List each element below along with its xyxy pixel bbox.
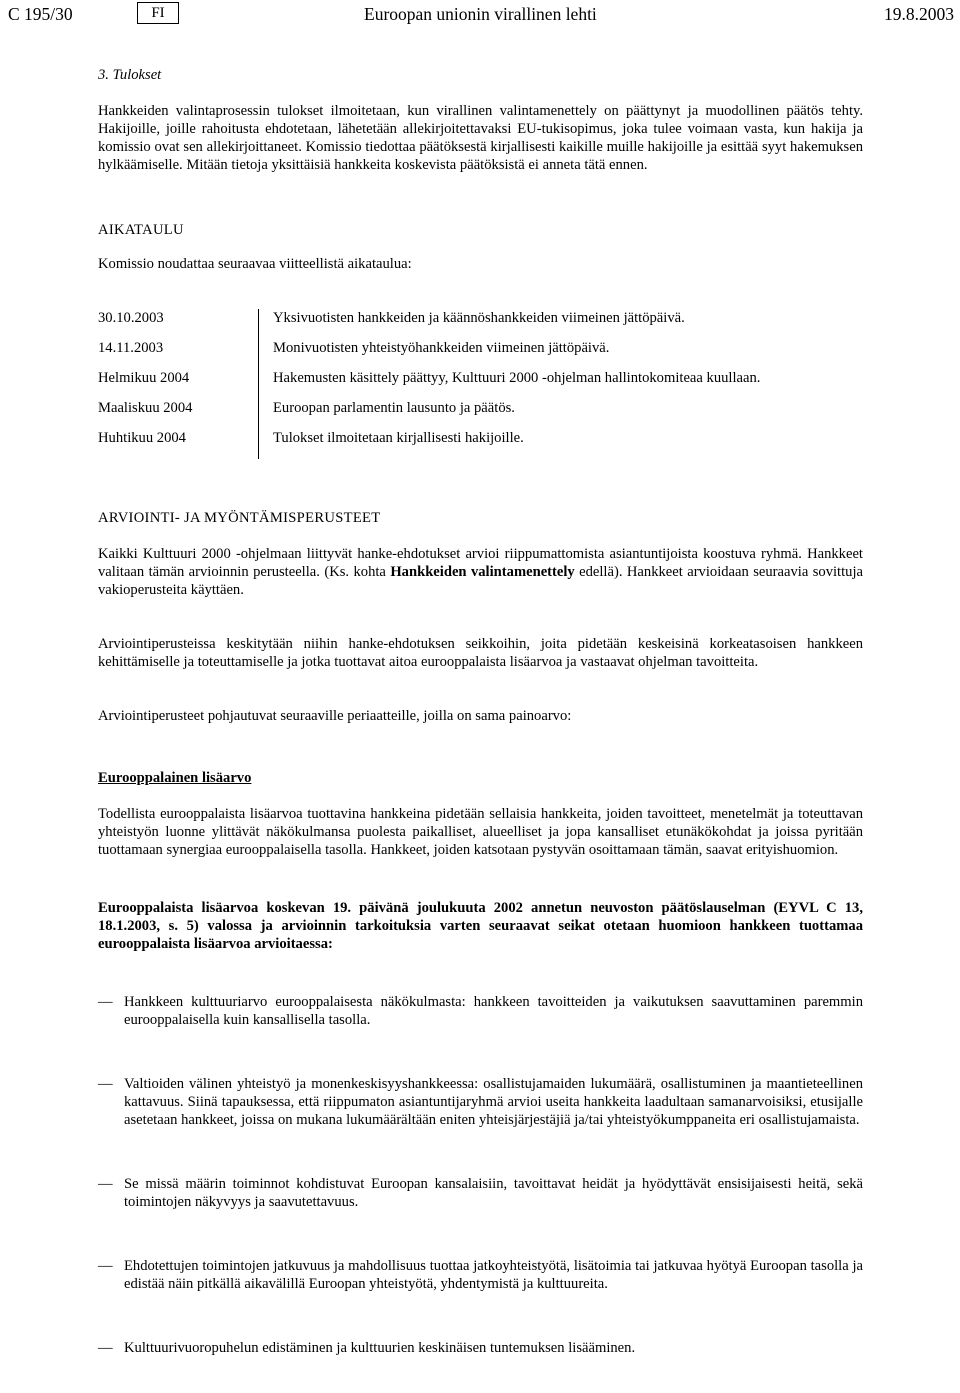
schedule-row: [98, 309, 863, 339]
added-value-paragraph: Todellista eurooppalaista lisäarvoa tuottavina hankkeina pidetään sellaisia hankkeita, joiden tavoitteet, menetelmät ja toteuttavan yhteistyön luonne ylittävät näkökulmansa puolesta paikalliset, alueelliset ja jopa kansalliset etunäkökohdat ja joissa pyritään tuottamaan synergiaa eurooppalaisella tasolla. Hankkeet, joiden katsotaan pystyvän osoittamaan tämän, saavat erityishuomion.: [98, 806, 863, 858]
dash-marker: —: [98, 994, 113, 1010]
language-code-box: FI: [137, 2, 179, 24]
dash-marker: —: [98, 1076, 113, 1092]
criterion-list-item: [98, 1339, 863, 1357]
criteria-paragraph-1: [98, 545, 863, 599]
added-value-heading: Eurooppalainen lisäarvo: [98, 770, 252, 786]
schedule-text: Euroopan parlamentin lausunto ja päätös.: [259, 399, 864, 429]
schedule-row: [98, 399, 863, 429]
criteria-p1-end: edellä). Hankkeet arvioidaan seuraavia sovittuja vakioperusteita käyttäen.: [98, 564, 863, 598]
schedule-date: Helmikuu 2004: [98, 370, 190, 386]
criterion-text: Hankkeen kulttuuriarvo eurooppalaisesta näkökulmasta: hankkeen tavoitteiden ja vaikutuksen saavuttaminen paremmin eurooppalaisella kuin kansallisella tasolla.: [124, 994, 863, 1028]
schedule-row: [98, 339, 863, 369]
schedule-text: Tulokset ilmoitetaan kirjallisesti hakijoille.: [259, 429, 864, 459]
schedule-date: 14.11.2003: [98, 340, 164, 356]
schedule-row: [98, 369, 863, 399]
criteria-paragraph-2: Arviointiperusteissa keskitytään niihin hanke-ehdotuksen seikkoihin, joita pidetään keskeisinä korkeatasoisen hankkeen kehittämiselle ja toteuttamiselle ja jotka tuottavat aitoa eurooppalaista lisäarvoa ja vastaavat ohjelman tavoitteita.: [98, 636, 863, 670]
schedule-text: Hakemusten käsittely päättyy, Kulttuuri 2000 -ohjelman hallintokomiteaa kuullaan.: [259, 369, 864, 399]
schedule-row: [98, 429, 863, 459]
schedule-date: 30.10.2003: [98, 310, 164, 326]
document-body: [98, 66, 863, 1357]
page-number: C 195/30: [8, 4, 73, 24]
resolution-paragraph: Eurooppalaista lisäarvoa koskevan 19. päivänä joulukuuta 2002 annetun neuvoston päätöslauselman (EYVL C 13, 18.1.2003, s. 5) valossa ja arvioinnin tarkoituksia varten seuraavat seikat otetaan huomioon hankkeen tuottamaa eurooppalaista lisäarvoa arvioitaessa:: [98, 900, 863, 952]
criteria-paragraph-3: Arviointiperusteet pohjautuvat seuraaville periaatteille, joilla on sama painoarvo:: [98, 708, 572, 724]
criterion-text: Se missä määrin toiminnot kohdistuvat Euroopan kansalaisiin, tavoittavat heidät ja hyödyttävät ensisijaisesti heitä, sekä toimintojen näkyvyys ja saavutettavuus.: [124, 1176, 863, 1210]
criterion-list-item: [98, 1257, 863, 1293]
section-title-results: 3. Tulokset: [98, 67, 162, 83]
criterion-text: Ehdotettujen toimintojen jatkuvuus ja mahdollisuus tuottaa jatkoyhteistyötä, lisätoimia tai jatkuvaa hyötyä Euroopan tasolla ja edistää näin pitkällä aikavälillä Euroopan yhteistyötä, yhdentymistä ja kulttuureita.: [124, 1258, 863, 1292]
criteria-heading: ARVIOINTI- JA MYÖNTÄMISPERUSTEET: [98, 510, 381, 526]
dash-marker: —: [98, 1176, 113, 1192]
selection-procedure-reference: Hankkeiden valintamenettely: [390, 564, 575, 580]
dash-marker: —: [98, 1340, 113, 1356]
criterion-list-item: [98, 1075, 863, 1129]
criterion-text: Valtioiden välinen yhteistyö ja monenkeskisyyshankkeessa: osallistujamaiden lukumäärä, osallistuminen ja maantieteellinen kattavuus. Siinä tapauksessa, että riippumaton asiantuntijaryhmä arvioi useita hankkeita laadultaan samanarvoisiksi, etusijalle asetetaan hankkeet, joissa on mukana lukumäärältään eniten yhteisjärjestäjiä ja/tai yhteistyökumppaneita eri osallistujamaista.: [124, 1076, 863, 1128]
schedule-text: Monivuotisten yhteistyöhankkeiden viimeinen jättöpäivä.: [259, 339, 864, 369]
schedule-date: Maaliskuu 2004: [98, 400, 193, 416]
schedule-date: Huhtikuu 2004: [98, 430, 186, 446]
dash-marker: —: [98, 1258, 113, 1274]
schedule-heading: AIKATAULU: [98, 222, 184, 238]
criterion-list-item: [98, 993, 863, 1029]
page-header: [0, 0, 960, 28]
schedule-table: [98, 309, 863, 459]
issue-date: 19.8.2003: [884, 4, 954, 24]
criteria-p1-start: Kaikki Kulttuuri 2000 -ohjelmaan liittyvät hanke-ehdotukset arvioi riippumattomista asiantuntijoista koostuva ryhmä. Hankkeet valitaan tämän arvioinnin perusteella. (Ks. kohta: [98, 546, 863, 580]
schedule-intro: Komissio noudattaa seuraavaa viitteellistä aikataulua:: [98, 256, 412, 272]
results-paragraph: Hankkeiden valintaprosessin tulokset ilmoitetaan, kun virallinen valintamenettely on päättynyt ja muodollinen päätös tehty. Hakijoille, joille rahoitusta ehdotetaan, lähetetään allekirjoitettavaksi EU-tukisopimus, joka tulee voimaan vasta, kun hakija ja komissio ovat sen allekirjoittaneet. Komissio tiedottaa päätöksestä kirjallisesti kaikille muille hakijoille ja esittää syyt hakemuksen hylkäämiselle. Mitään tietoja yksittäisiä hankkeita koskevista päätöksistä ei anneta tätä ennen.: [98, 103, 863, 173]
criterion-text: Kulttuurivuoropuhelun edistäminen ja kulttuurien keskinäisen tuntemuksen lisääminen.: [124, 1340, 636, 1356]
schedule-text: Yksivuotisten hankkeiden ja käännöshankkeiden viimeinen jättöpäivä.: [259, 309, 864, 339]
criterion-list-item: [98, 1175, 863, 1211]
journal-title: Euroopan unionin virallinen lehti: [364, 4, 597, 24]
